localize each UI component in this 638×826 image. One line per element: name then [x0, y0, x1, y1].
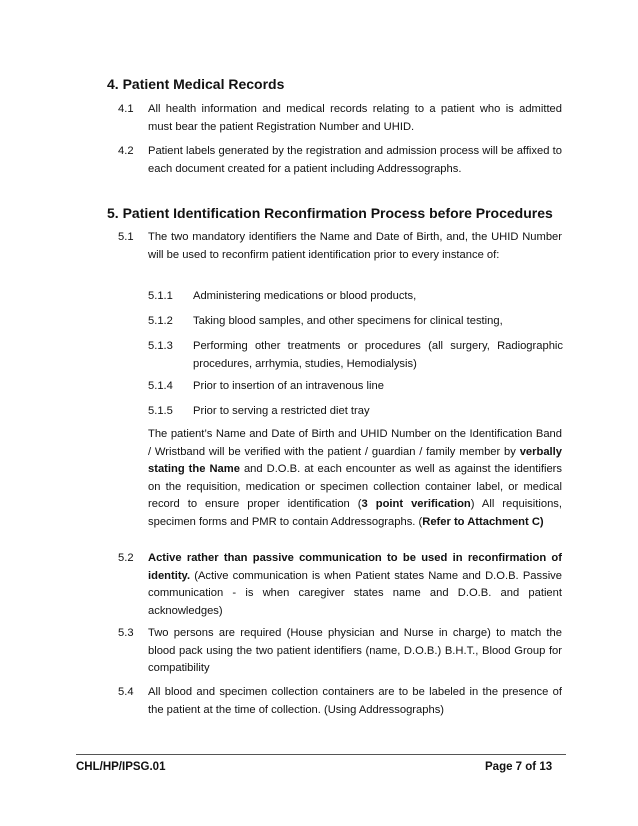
verification-paragraph — [148, 426, 562, 532]
para-text: ) All requisitions, specimen forms and PMR to contain Addressographs. ( — [148, 498, 563, 528]
item-number: 5.1.3 — [148, 340, 173, 352]
item-text: Performing other treatments or procedures (all surgery, Radiographic procedures, arrhymia, studies, Hemodialysis) — [193, 340, 563, 370]
section-5-heading: 5. Patient Identification Reconfirmation Process before Procedures — [107, 205, 553, 221]
item-text: Prior to serving a restricted diet tray — [193, 405, 370, 417]
item-number: 4.1 — [118, 103, 134, 115]
item-number: 4.2 — [118, 145, 134, 157]
list-item-4-1 — [118, 101, 564, 137]
list-item-5-2 — [118, 550, 564, 622]
section-4-heading: 4. Patient Medical Records — [107, 76, 285, 92]
item-bold-text: Active rather than passive communication to be used in reconfirmation of identity. — [148, 552, 562, 582]
list-item-4-2 — [118, 143, 564, 179]
item-text: All blood and specimen collection containers are to be labeled in the presence of the patient at the time of collection. (Using Addressographs) — [148, 686, 562, 716]
item-number: 5.3 — [118, 627, 134, 639]
item-text — [148, 550, 562, 620]
item-number: 5.1.2 — [148, 315, 173, 327]
item-text: Administering medications or blood products, — [193, 290, 417, 302]
para-bold-text: verbally stating the Name — [148, 445, 562, 476]
list-item-5-1-4 — [148, 378, 564, 396]
list-item-5-3 — [118, 625, 564, 679]
para-text: The patient’s Name and Date of Birth and UHID Number on the Identification Band / Wristband will be verified with the patient / guardian / family member by — [148, 428, 562, 458]
item-number: 5.2 — [118, 552, 134, 564]
item-number: 5.1 — [118, 231, 134, 243]
list-item-5-1-5 — [148, 403, 564, 421]
item-number: 5.1.4 — [148, 380, 173, 392]
list-item-5-1 — [118, 229, 564, 283]
list-item-5-1-3 — [148, 338, 564, 374]
para-bold-text: Refer to Attachment C) — [422, 515, 544, 528]
footer-divider — [76, 754, 566, 755]
list-item-5-1-2 — [148, 313, 564, 331]
item-number: 5.1.1 — [148, 290, 173, 302]
item-number: 5.4 — [118, 686, 134, 698]
list-item-5-1-1 — [148, 288, 564, 306]
item-text: All health information and medical records relating to a patient who is admitted must bear the patient Registration Number and UHID. — [148, 103, 562, 133]
item-number: 5.1.5 — [148, 405, 173, 417]
footer-doc-code: CHL/HP/IPSG.01 — [76, 761, 166, 773]
item-text: Prior to insertion of an intravenous line — [193, 380, 384, 392]
list-item-5-4 — [118, 684, 564, 720]
item-text: Two persons are required (House physician and Nurse in charge) to match the blood pack using the two patient identifiers (name, D.O.B.) B.H.T., Blood Group for compatibility — [148, 627, 562, 675]
item-text: The two mandatory identifiers the Name and Date of Birth, and, the UHID Number will be used to reconfirm patient identification prior to every instance of: — [148, 231, 562, 261]
para-text: and D.O.B. at each encounter as well as against the identifiers on the requisition, medication or specimen collection container label, or medical record to ensure proper identification ( — [148, 463, 562, 511]
item-text: Patient labels generated by the registration and admission process will be affixed to each document created for a patient including Addressographs. — [148, 145, 562, 175]
para-bold-text: 3 point verification — [361, 498, 471, 511]
item-text: Taking blood samples, and other specimens for clinical testing, — [193, 315, 503, 327]
item-rest-text: (Active communication is when Patient states Name and D.O.B. Passive communication - is when caregiver states name and D.O.B. and patient acknowledges) — [148, 569, 562, 617]
footer-page-number: Page 7 of 13 — [485, 761, 553, 773]
